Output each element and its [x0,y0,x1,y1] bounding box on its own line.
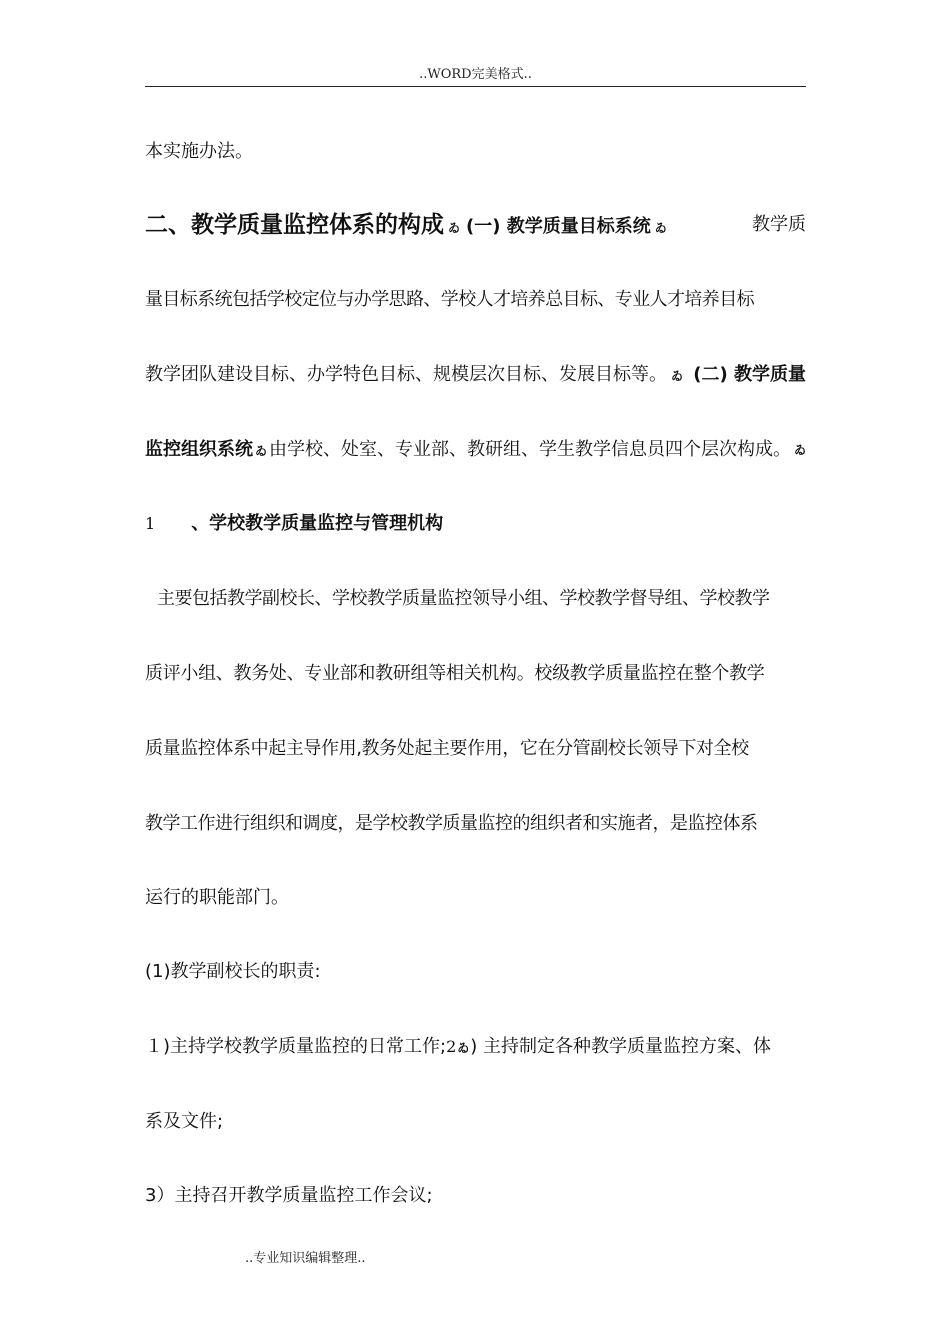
text-line-5 [145,436,806,465]
text-line-4 [145,361,806,390]
list-number-2: 2 [446,1037,457,1056]
text-line-11 [145,884,806,912]
line-12-text: (1)教学副校长的职责: [145,961,321,982]
subheading-1: (一) 教学质量目标系统 [466,216,651,237]
line-13-text-b: ) 主持制定各种教学质量监控方案、体 [470,1036,772,1057]
text-line-13 [145,1033,806,1062]
paragraph-mark: ゐ [457,1041,470,1055]
page-footer: ..专业知识编辑整理.. [245,1251,366,1266]
paragraph-mark: ゐ [793,443,806,457]
line-5-bold: 监控组织系统 [145,439,253,460]
line-11-text: 运行的职能部门。 [145,887,289,908]
paragraph-mark: ゐ [255,444,268,458]
text-line-12 [145,958,806,986]
paragraph-mark: ゐ [448,221,461,235]
text-line-14 [145,1108,806,1136]
line-8-text: 质评小组、教务处、专业部和教研组等相关机构。校级教学质量监控在整个教学 [145,663,765,684]
line-1-text: 本实施办法。 [145,141,253,162]
text-line-10 [145,810,806,838]
line-3-text: 量目标系统包括学校定位与办学思路、学校人才培养总目标、专业人才培养目标 [145,289,754,310]
subsection-title: 、学校教学质量监控与管理机构 [191,513,444,534]
line-9-text: 质量监控体系中起主导作用,教务处起主要作用，它在分管副校长领导下对全校 [145,738,749,759]
line-10-text: 教学工作进行组织和调度，是学校教学质量监控的组织者和实施者，是监控体系 [145,813,758,834]
list-number: 1 [145,514,156,533]
page-header: ..WORD完美格式.. [145,64,806,87]
paragraph-mark: ゐ [654,221,667,235]
line-15-text: 3）主持召开教学质量监控工作会议; [145,1185,433,1206]
line-2-tail: 教学质 [752,214,806,235]
text-line-3 [145,286,806,314]
paragraph-mark: ゐ [671,369,684,383]
text-line-7 [145,585,806,613]
line-7-text: 主要包括教学副校长、学校教学质量监控领导小组、学校教学督导组、学校教学 [157,588,770,609]
text-line-2 [145,211,806,242]
line-5-text: 由学校、处室、专业部、教研组、学生教学信息员四个层次构成。 [269,439,792,460]
text-line-9 [145,735,806,763]
line-13-text-a: １)主持学校教学质量监控的日常工作; [145,1036,447,1057]
text-line-8 [145,660,806,688]
line-14-text: 系及文件; [145,1111,224,1132]
section-heading: 二、教学质量监控体系的构成 [145,212,444,238]
text-line-15 [145,1182,806,1210]
subheading-2: (二) 教学质量 [693,364,806,385]
text-line-6 [145,510,806,538]
line-4-text: 教学团队建设目标、办学特色目标、规模层次目标、发展目标等。 [145,364,667,385]
text-line-1 [145,138,806,166]
